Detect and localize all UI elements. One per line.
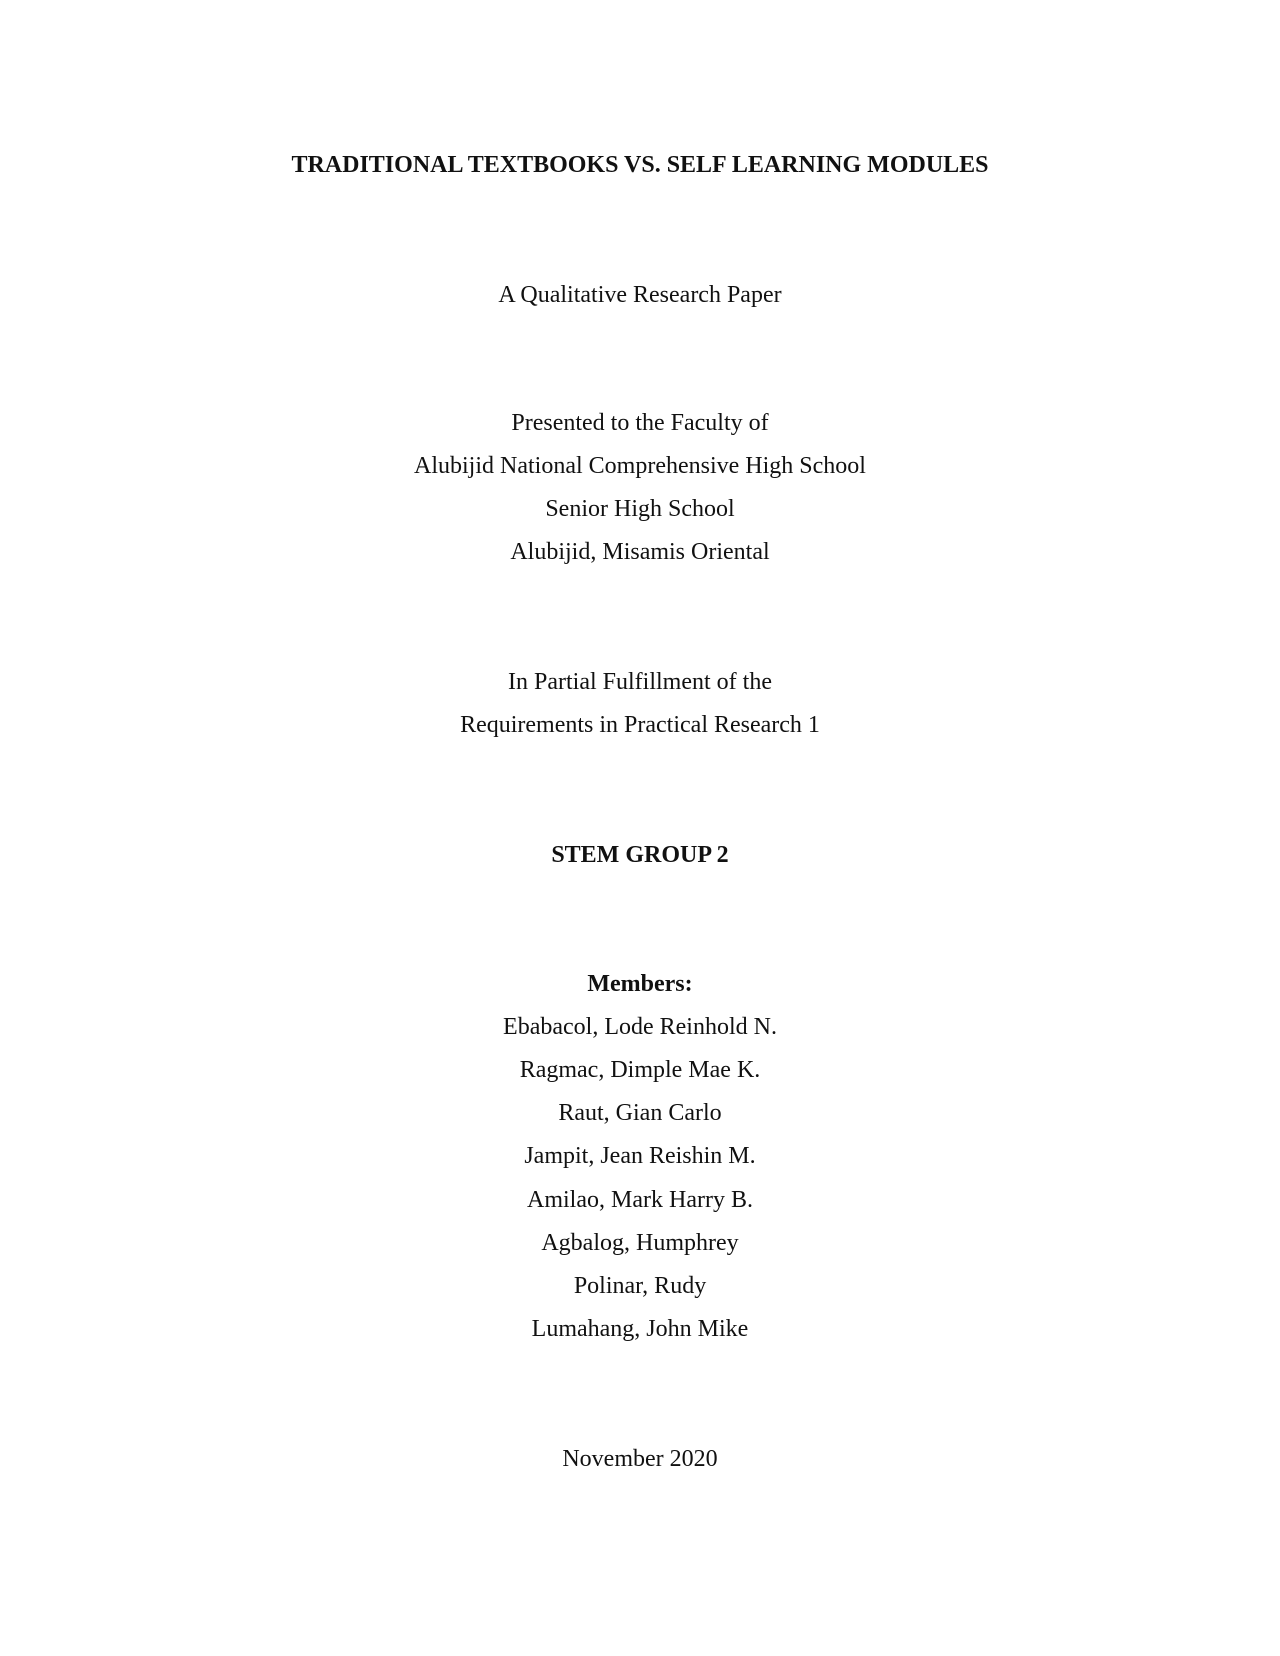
member-name: Amilao, Mark Harry B. <box>527 1187 753 1213</box>
member-name: Raut, Gian Carlo <box>558 1100 722 1126</box>
member-name: Lumahang, John Mike <box>531 1316 749 1342</box>
presented-to-line-4: Alubijid, Misamis Oriental <box>510 539 770 565</box>
member-name: Jampit, Jean Reishin M. <box>524 1143 756 1169</box>
member-name: Ragmac, Dimple Mae K. <box>519 1057 761 1083</box>
presented-to-line-3: Senior High School <box>545 496 735 522</box>
paper-title: TRADITIONAL TEXTBOOKS VS. SELF LEARNING MODULES <box>291 152 989 178</box>
fulfillment-line-2: Requirements in Practical Research 1 <box>460 712 820 738</box>
fulfillment-line-1: In Partial Fulfillment of the <box>508 669 772 695</box>
member-name: Polinar, Rudy <box>573 1273 707 1299</box>
paper-subtitle: A Qualitative Research Paper <box>498 282 782 308</box>
presented-to-line-2: Alubijid National Comprehensive High School <box>414 453 866 479</box>
member-name: Agbalog, Humphrey <box>541 1230 739 1256</box>
member-name: Ebabacol, Lode Reinhold N. <box>503 1014 777 1040</box>
paper-date: November 2020 <box>562 1446 718 1472</box>
group-name: STEM GROUP 2 <box>551 842 729 868</box>
members-heading: Members: <box>587 971 693 997</box>
presented-to-line-1: Presented to the Faculty of <box>511 410 769 436</box>
